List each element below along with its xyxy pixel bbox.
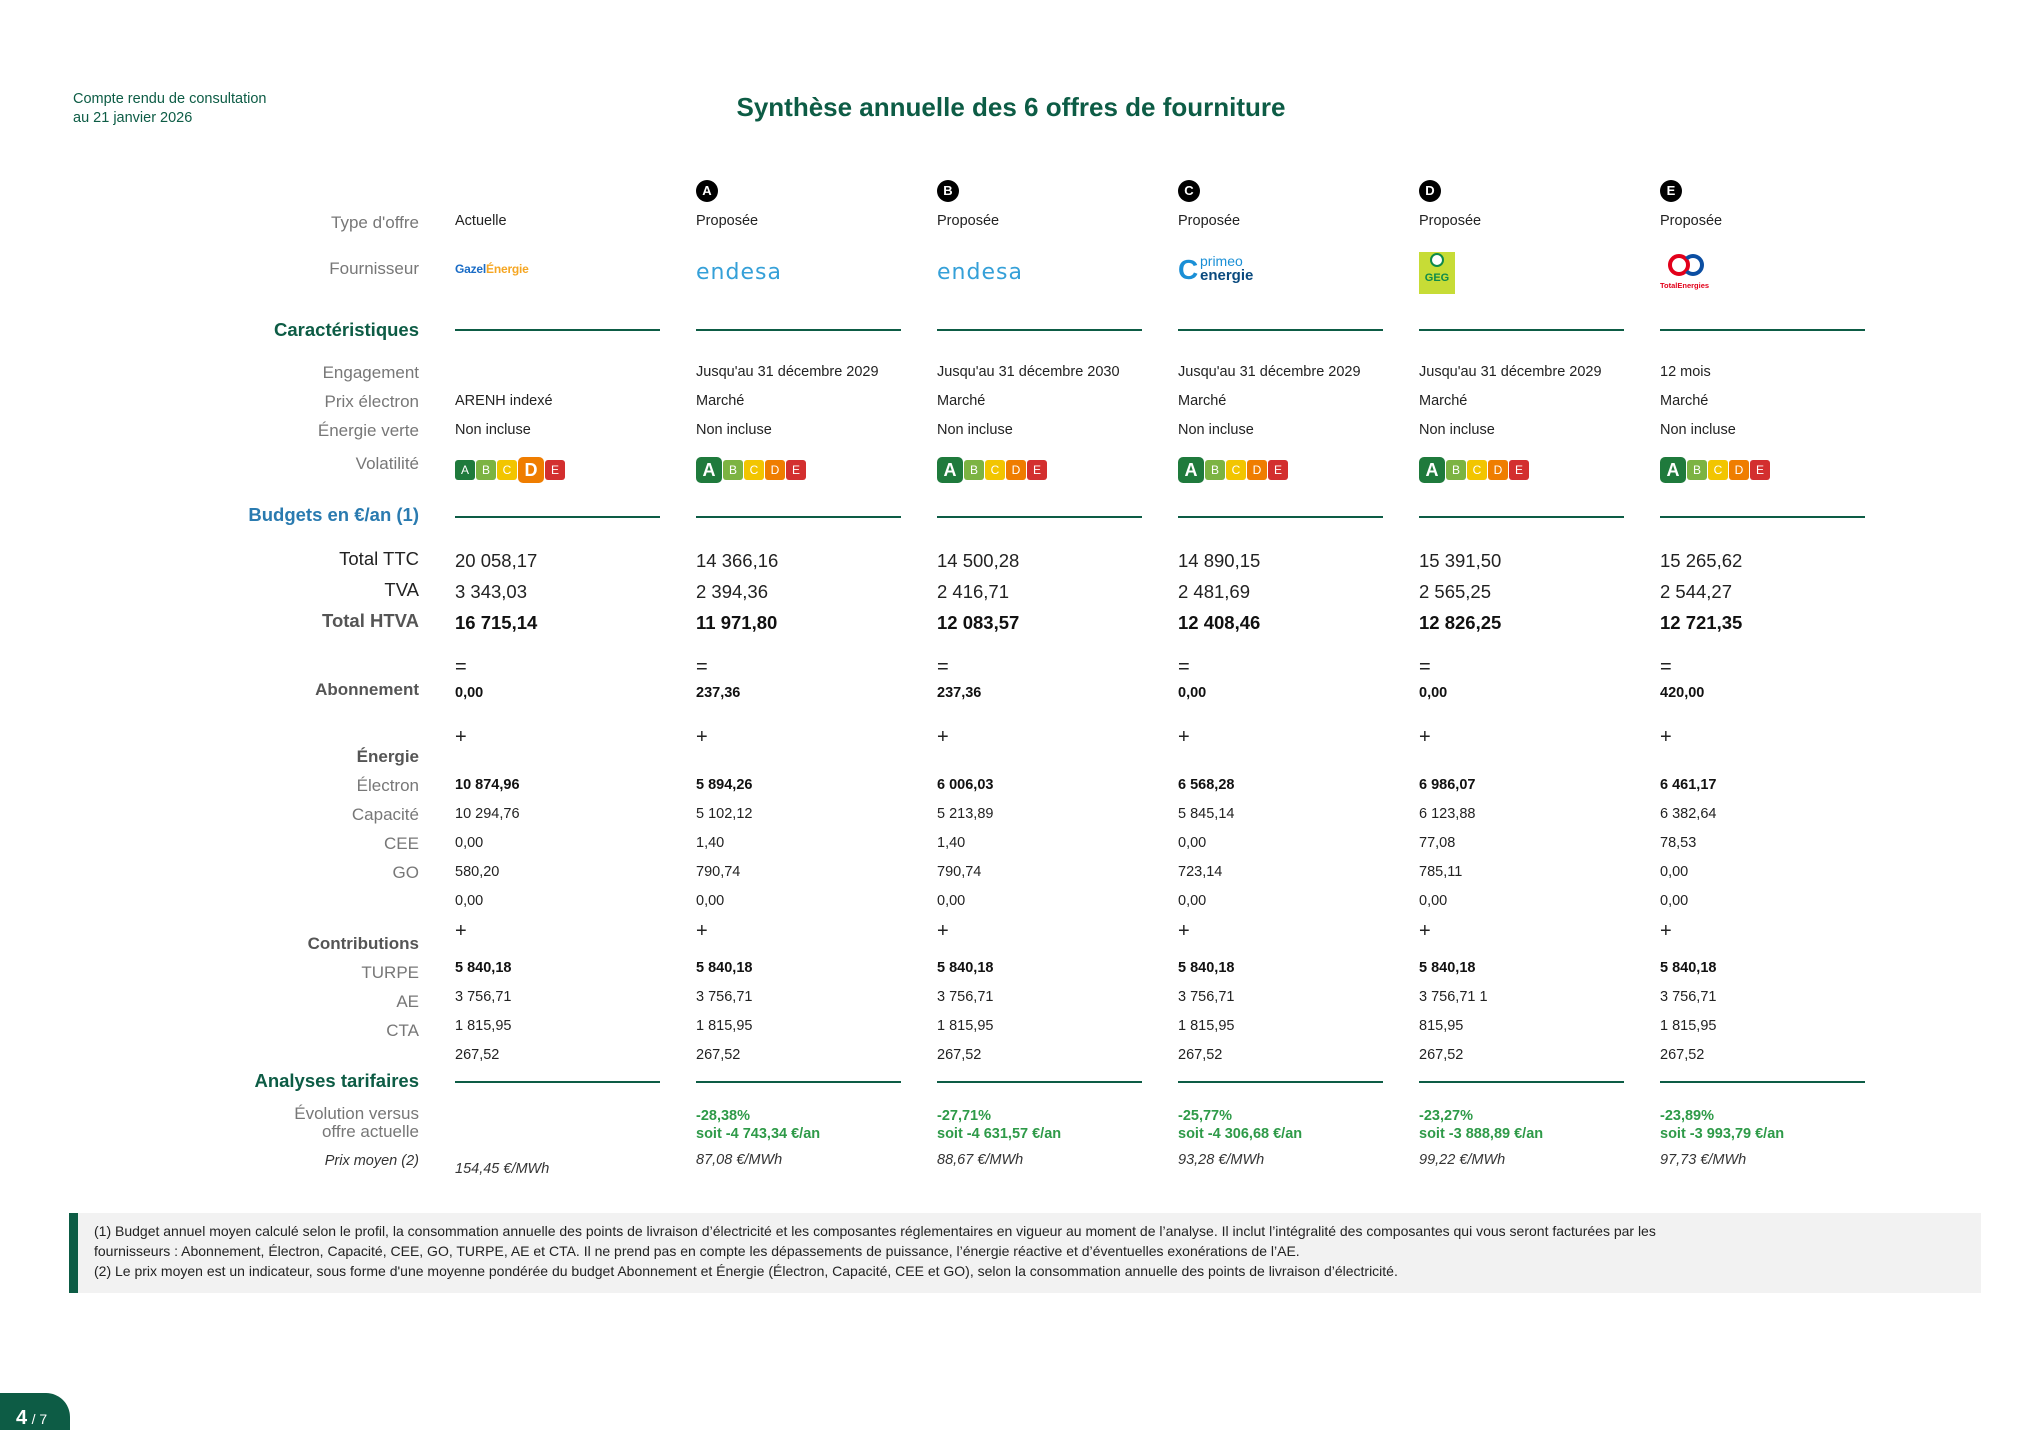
section-divider — [1178, 1081, 1383, 1083]
cell-energie-verte: Non incluse — [696, 422, 772, 438]
section-divider — [1178, 329, 1383, 331]
plus-operator: + — [1178, 726, 1190, 748]
plus-operator: + — [455, 920, 467, 942]
cell-cta: 267,52 — [455, 1047, 500, 1063]
cell-abonnement: 237,36 — [937, 685, 982, 701]
plus-operator: + — [1419, 920, 1431, 942]
volatility-rating-chip: D — [765, 460, 785, 480]
section-divider — [696, 329, 901, 331]
cell-total-htva: 12 826,25 — [1419, 612, 1502, 633]
volatility-rating-chip: E — [1750, 460, 1770, 480]
volatility-scale — [1660, 457, 1771, 483]
section-divider — [1660, 516, 1865, 518]
label-evolution-2: offre actuelle — [321, 1122, 419, 1141]
cell-contributions: 5 840,18 — [937, 960, 994, 976]
offer-column — [1660, 0, 1865, 1200]
label-energie: Énergie — [356, 747, 419, 766]
section-divider — [937, 329, 1142, 331]
cell-tva: 2 544,27 — [1660, 581, 1733, 602]
volatility-rating-chip: B — [476, 460, 496, 480]
cell-capacite: 78,53 — [1660, 835, 1697, 851]
offer-column — [696, 0, 901, 1200]
cell-tva: 2 565,25 — [1419, 581, 1492, 602]
cell-prix-electron: Marché — [1178, 393, 1227, 409]
volatility-rating-selected: A — [1419, 457, 1445, 483]
section-divider — [937, 516, 1142, 518]
cell-evolution-amount: soit -3 888,89 €/an — [1419, 1126, 1544, 1142]
cell-capacite: 77,08 — [1419, 835, 1456, 851]
cell-engagement: Jusqu'au 31 décembre 2030 — [937, 364, 1120, 380]
footnote-line-1: (1) Budget annuel moyen calculé selon le profil, la consommation annuelle des points de livraison d’électricité et les composantes réglementaires en vigueur au moment de l’analyse. Il inclut l’intégralité des composantes qui vous seront facturées par les — [94, 1223, 1656, 1239]
label-electron: Électron — [356, 776, 419, 795]
volatility-rating-chip: E — [786, 460, 806, 480]
cell-cta: 267,52 — [1419, 1047, 1464, 1063]
cell-energie: 6 461,17 — [1660, 777, 1717, 793]
equals-operator: = — [696, 656, 708, 678]
cell-evolution-amount: soit -3 993,79 €/an — [1660, 1126, 1785, 1142]
section-divider — [455, 516, 660, 518]
cell-go: 0,00 — [1419, 893, 1448, 909]
plus-operator: + — [696, 920, 708, 942]
volatility-rating-selected: A — [937, 457, 963, 483]
label-evolution-1: Évolution versus — [294, 1104, 419, 1123]
label-ae: AE — [396, 992, 419, 1011]
label-type-offre: Type d'offre — [331, 213, 419, 232]
equals-operator: = — [1419, 656, 1431, 678]
equals-operator: = — [455, 656, 467, 678]
volatility-scale — [937, 457, 1048, 483]
offer-column — [937, 0, 1142, 1200]
cell-total-htva: 11 971,80 — [696, 612, 778, 633]
cell-turpe: 3 756,71 — [1178, 989, 1235, 1005]
section-divider — [455, 1081, 660, 1083]
section-divider — [1419, 516, 1624, 518]
cell-type-offre: Proposée — [937, 213, 1000, 229]
cell-engagement: 12 mois — [1660, 364, 1711, 380]
cell-cta: 267,52 — [1660, 1047, 1705, 1063]
cell-abonnement: 237,36 — [696, 685, 741, 701]
cell-energie-verte: Non incluse — [1419, 422, 1495, 438]
label-abonnement: Abonnement — [315, 680, 419, 699]
cell-capacite: 0,00 — [455, 835, 484, 851]
page-title: Synthèse annuelle des 6 offres de fourniture — [736, 92, 1286, 122]
volatility-rating-chip: B — [964, 460, 984, 480]
cell-cee: 790,74 — [937, 864, 982, 880]
page-current: 4 — [16, 1407, 28, 1429]
volatility-rating-selected: A — [1660, 457, 1686, 483]
volatility-scale — [1419, 457, 1530, 483]
label-total-ttc: Total TTC — [339, 548, 419, 569]
cell-go: 0,00 — [455, 893, 484, 909]
cell-tva: 2 394,36 — [696, 581, 769, 602]
label-budgets: Budgets en €/an (1) — [248, 504, 419, 525]
cell-type-offre: Proposée — [1419, 213, 1482, 229]
cell-abonnement: 0,00 — [1419, 685, 1448, 701]
cell-abonnement: 0,00 — [1178, 685, 1207, 701]
cell-total-ttc: 20 058,17 — [455, 550, 538, 571]
cell-prix-moyen: 93,28 €/MWh — [1178, 1152, 1265, 1168]
cell-total-htva: 12 721,35 — [1660, 612, 1743, 633]
cell-type-offre: Proposée — [696, 213, 759, 229]
offer-letter-badge: A — [696, 180, 718, 202]
offer-letter-badge: C — [1178, 180, 1200, 202]
label-go: GO — [392, 863, 419, 882]
label-energie-verte: Énergie verte — [317, 421, 419, 440]
cell-engagement: Jusqu'au 31 décembre 2029 — [1419, 364, 1602, 380]
cell-turpe: 3 756,71 — [696, 989, 753, 1005]
cell-contributions: 5 840,18 — [1660, 960, 1717, 976]
cell-cee: 785,11 — [1419, 864, 1463, 880]
volatility-rating-chip: C — [1226, 460, 1246, 480]
cell-abonnement: 420,00 — [1660, 685, 1705, 701]
offer-letter-badge: E — [1660, 180, 1682, 202]
cell-capacite: 1,40 — [937, 835, 966, 851]
cell-cee: 0,00 — [1660, 864, 1689, 880]
cell-turpe: 3 756,71 1 — [1419, 989, 1488, 1005]
label-tva: TVA — [384, 579, 419, 600]
label-analyses: Analyses tarifaires — [254, 1070, 419, 1091]
plus-operator: + — [455, 726, 467, 748]
cell-prix-moyen: 88,67 €/MWh — [937, 1152, 1024, 1168]
primeo-energie-logo: C primeo energie — [1178, 253, 1254, 285]
offer-letter-badge: D — [1419, 180, 1441, 202]
section-divider — [1660, 329, 1865, 331]
cell-total-ttc: 15 391,50 — [1419, 550, 1502, 571]
volatility-rating-chip: D — [1729, 460, 1749, 480]
volatility-rating-chip: D — [1247, 460, 1267, 480]
label-prix-moyen: Prix moyen (2) — [324, 1153, 419, 1169]
cell-go: 0,00 — [1178, 893, 1207, 909]
cell-evolution-amount: soit -4 306,68 €/an — [1178, 1126, 1303, 1142]
page-number — [0, 1393, 70, 1430]
volatility-scale — [696, 457, 807, 483]
label-contributions: Contributions — [307, 934, 419, 953]
cell-go: 0,00 — [1660, 893, 1689, 909]
section-divider — [455, 329, 660, 331]
cell-cta: 267,52 — [1178, 1047, 1223, 1063]
cell-evolution-pct: -28,38% — [696, 1108, 751, 1124]
section-divider — [1419, 329, 1624, 331]
cell-prix-moyen: 154,45 €/MWh — [455, 1161, 550, 1177]
footnote-line-3: (2) Le prix moyen est un indicateur, sous forme d'une moyenne pondérée du budget Abonnement et Énergie (Électron, Capacité, CEE et GO), selon la consommation annuelle des points de livraison d’électricité. — [94, 1263, 1398, 1279]
label-cta: CTA — [386, 1021, 419, 1040]
report-subtitle: Compte rendu de consultation — [73, 91, 267, 107]
label-fournisseur: Fournisseur — [329, 259, 419, 278]
footnote — [69, 1213, 1981, 1293]
volatility-rating-chip: C — [1467, 460, 1487, 480]
cell-contributions: 5 840,18 — [1178, 960, 1235, 976]
cell-turpe: 3 756,71 — [455, 989, 512, 1005]
endesa-logo: endesa — [937, 260, 1023, 285]
cell-evolution-pct: -27,71% — [937, 1108, 992, 1124]
page-total: / 7 — [31, 1411, 48, 1427]
cell-total-htva: 12 408,46 — [1178, 612, 1261, 633]
volatility-rating-chip: E — [545, 460, 565, 480]
cell-go: 0,00 — [937, 893, 966, 909]
cell-energie-verte: Non incluse — [1178, 422, 1254, 438]
volatility-rating-chip: C — [985, 460, 1005, 480]
cell-ae: 1 815,95 — [937, 1018, 994, 1034]
section-divider — [696, 516, 901, 518]
volatility-rating-chip: C — [1708, 460, 1728, 480]
cell-electron: 6 123,88 — [1419, 806, 1476, 822]
section-divider — [937, 1081, 1142, 1083]
cell-energie: 6 986,07 — [1419, 777, 1476, 793]
endesa-logo: endesa — [696, 260, 782, 285]
cell-capacite: 0,00 — [1178, 835, 1207, 851]
cell-prix-electron: Marché — [1660, 393, 1709, 409]
gazel-energie-logo: GazelÉnergie — [455, 262, 529, 276]
cell-evolution-pct: -25,77% — [1178, 1108, 1233, 1124]
cell-engagement: Jusqu'au 31 décembre 2029 — [1178, 364, 1361, 380]
cell-cta: 267,52 — [937, 1047, 982, 1063]
cell-electron: 5 213,89 — [937, 806, 994, 822]
cell-contributions: 5 840,18 — [1419, 960, 1476, 976]
plus-operator: + — [937, 920, 949, 942]
label-capacite: Capacité — [351, 805, 419, 824]
cell-energie: 5 894,26 — [696, 777, 753, 793]
cell-total-htva: 16 715,14 — [455, 612, 538, 633]
cell-cee: 790,74 — [696, 864, 741, 880]
label-volatilite: Volatilité — [355, 454, 419, 473]
geg-logo: GEG — [1419, 252, 1455, 294]
cell-contributions: 5 840,18 — [696, 960, 753, 976]
volatility-rating-chip: C — [497, 460, 517, 480]
cell-type-offre: Proposée — [1178, 213, 1241, 229]
plus-operator: + — [937, 726, 949, 748]
volatility-rating-chip: B — [723, 460, 743, 480]
cell-evolution-pct: -23,27% — [1419, 1108, 1474, 1124]
cell-cee: 580,20 — [455, 864, 500, 880]
offer-column — [1419, 0, 1624, 1200]
label-turpe: TURPE — [361, 963, 419, 982]
volatility-rating-chip: B — [1446, 460, 1466, 480]
cell-ae: 1 815,95 — [1660, 1018, 1717, 1034]
cell-ae: 1 815,95 — [1178, 1018, 1235, 1034]
cell-prix-electron: ARENH indexé — [455, 393, 553, 409]
cell-capacite: 1,40 — [696, 835, 725, 851]
cell-energie-verte: Non incluse — [1660, 422, 1736, 438]
volatility-rating-chip: E — [1268, 460, 1288, 480]
section-divider — [696, 1081, 901, 1083]
volatility-rating-chip: D — [1006, 460, 1026, 480]
label-prix-electron: Prix électron — [324, 392, 419, 411]
footnote-line-2: fournisseurs : Abonnement, Électron, Capacité, CEE, GO, TURPE, AE et CTA. Il ne prend pas en compte les dépassements de puissance, l’énergie réactive et d’éventuelles exonérations de l’AE. — [94, 1243, 1300, 1259]
cell-prix-electron: Marché — [1419, 393, 1468, 409]
volatility-rating-chip: D — [1488, 460, 1508, 480]
cell-turpe: 3 756,71 — [937, 989, 994, 1005]
plus-operator: + — [1419, 726, 1431, 748]
cell-prix-electron: Marché — [696, 393, 745, 409]
plus-operator: + — [696, 726, 708, 748]
cell-electron: 5 845,14 — [1178, 806, 1235, 822]
cell-prix-moyen: 87,08 €/MWh — [696, 1152, 783, 1168]
volatility-rating-chip: E — [1027, 460, 1047, 480]
cell-evolution-amount: soit -4 631,57 €/an — [937, 1126, 1062, 1142]
cell-energie-verte: Non incluse — [937, 422, 1013, 438]
section-divider — [1178, 516, 1383, 518]
cell-tva: 3 343,03 — [455, 581, 528, 602]
cell-ae: 1 815,95 — [455, 1018, 512, 1034]
cell-evolution-pct: -23,89% — [1660, 1108, 1715, 1124]
label-engagement: Engagement — [322, 363, 419, 382]
volatility-rating-selected: A — [696, 457, 722, 483]
label-caracteristiques: Caractéristiques — [274, 319, 419, 340]
cell-total-ttc: 14 890,15 — [1178, 550, 1261, 571]
cell-electron: 6 382,64 — [1660, 806, 1717, 822]
equals-operator: = — [1660, 656, 1672, 678]
equals-operator: = — [937, 656, 949, 678]
cell-cee: 723,14 — [1178, 864, 1223, 880]
volatility-scale — [1178, 457, 1289, 483]
cell-energie: 6 568,28 — [1178, 777, 1235, 793]
volatility-rating-chip: E — [1509, 460, 1529, 480]
volatility-rating-chip: C — [744, 460, 764, 480]
cell-total-ttc: 14 500,28 — [937, 550, 1020, 571]
cell-total-ttc: 15 265,62 — [1660, 550, 1743, 571]
cell-abonnement: 0,00 — [455, 685, 484, 701]
cell-type-offre: Proposée — [1660, 213, 1723, 229]
report-date: au 21 janvier 2026 — [73, 110, 193, 126]
cell-engagement: Jusqu'au 31 décembre 2029 — [696, 364, 879, 380]
cell-energie: 6 006,03 — [937, 777, 994, 793]
plus-operator: + — [1660, 920, 1672, 942]
volatility-rating-chip: A — [455, 460, 475, 480]
cell-energie: 10 874,96 — [455, 777, 520, 793]
equals-operator: = — [1178, 656, 1190, 678]
section-divider — [1660, 1081, 1865, 1083]
plus-operator: + — [1178, 920, 1190, 942]
cell-turpe: 3 756,71 — [1660, 989, 1717, 1005]
cell-electron: 10 294,76 — [455, 806, 520, 822]
cell-evolution-amount: soit -4 743,34 €/an — [696, 1126, 821, 1142]
cell-prix-electron: Marché — [937, 393, 986, 409]
volatility-rating-chip: B — [1205, 460, 1225, 480]
cell-cta: 267,52 — [696, 1047, 741, 1063]
label-total-htva: Total HTVA — [322, 610, 419, 631]
cell-ae: 815,95 — [1419, 1018, 1464, 1034]
label-cee: CEE — [384, 834, 419, 853]
cell-prix-moyen: 99,22 €/MWh — [1419, 1152, 1506, 1168]
cell-contributions: 5 840,18 — [455, 960, 512, 976]
cell-go: 0,00 — [696, 893, 725, 909]
section-divider — [1419, 1081, 1624, 1083]
cell-total-htva: 12 083,57 — [937, 612, 1020, 633]
cell-tva: 2 416,71 — [937, 581, 1010, 602]
plus-operator: + — [1660, 726, 1672, 748]
volatility-rating-selected: A — [1178, 457, 1204, 483]
cell-energie-verte: Non incluse — [455, 422, 531, 438]
cell-total-ttc: 14 366,16 — [696, 550, 779, 571]
volatility-rating-chip: B — [1687, 460, 1707, 480]
offer-letter-badge: B — [937, 180, 959, 202]
cell-ae: 1 815,95 — [696, 1018, 753, 1034]
cell-prix-moyen: 97,73 €/MWh — [1660, 1152, 1747, 1168]
volatility-rating-selected: D — [518, 457, 544, 483]
cell-tva: 2 481,69 — [1178, 581, 1251, 602]
cell-type-offre: Actuelle — [455, 213, 507, 229]
offer-column — [1178, 0, 1383, 1200]
offer-column — [455, 0, 660, 1200]
cell-electron: 5 102,12 — [696, 806, 753, 822]
totalenergies-logo: TotalEnergies — [1660, 252, 1720, 292]
volatility-scale — [455, 457, 566, 483]
